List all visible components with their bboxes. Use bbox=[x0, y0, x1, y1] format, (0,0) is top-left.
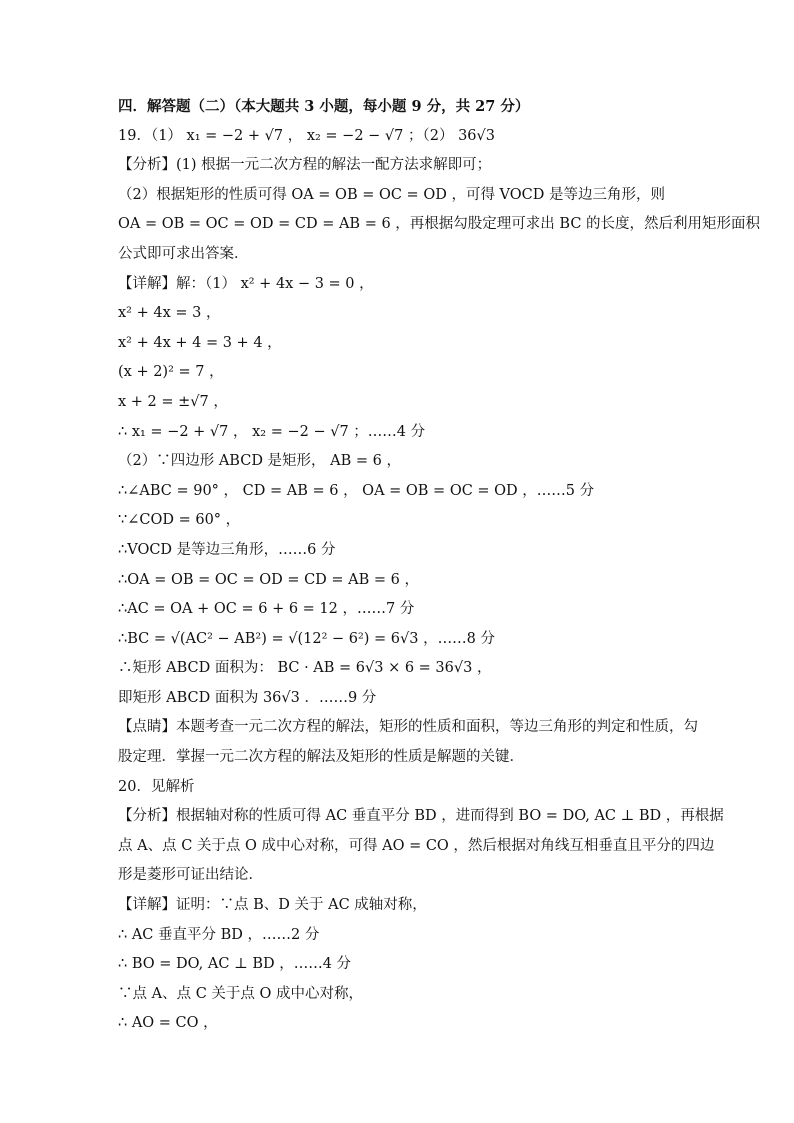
detail-20-step: ∴ BO = DO, AC ⊥ BD ，……4 分 bbox=[118, 956, 352, 973]
detail-19-step: ∵∠COD = 60° ， bbox=[118, 512, 241, 529]
detail-19-step: ∴∠ABC = 90° ， CD = AB = 6 ， OA = OB = OC = OD ，……5 分 bbox=[118, 482, 595, 499]
detail-19-step: ∴BC = √(AC² − AB²) = √(12² − 6²) = 6√3 ，……8 分 bbox=[118, 630, 495, 647]
analysis-19-part2-end: 公式即可求出答案． bbox=[118, 245, 249, 262]
detail-19-step: ∴矩形 ABCD 面积为： BC · AB = 6√3 × 6 = 36√3 ， bbox=[118, 660, 492, 677]
detail-19-step: x² + 4x + 4 = 3 + 4 ， bbox=[118, 334, 282, 351]
comment-19-cont: 股定理．掌握一元二次方程的解法及矩形的性质是解题的关键． bbox=[118, 749, 524, 766]
detail-19-step: 即矩形 ABCD 面积为 36√3 ．……9 分 bbox=[118, 689, 377, 706]
detail-20-step: ∴ AC 垂直平分 BD ，……2 分 bbox=[118, 926, 320, 943]
detail-19-step: ∴ x₁ = −2 + √7 ， x₂ = −2 − √7 ；……4 分 bbox=[118, 423, 426, 440]
detail-19-step: ∴VOCD 是等边三角形，……6 分 bbox=[118, 541, 336, 558]
detail-19-step: ∴OA = OB = OC = OD = CD = AB = 6 ， bbox=[118, 571, 420, 588]
analysis-20-end: 形是菱形可证出结论． bbox=[118, 867, 263, 884]
section-heading: 四．解答题（二）（本大题共 3 小题，每小题 9 分，共 27 分） bbox=[118, 98, 530, 115]
detail-19-step: x + 2 = ±√7 ， bbox=[118, 393, 228, 410]
analysis-20: 【分析】根据轴对称的性质可得 AC 垂直平分 BD ，进而得到 BO = DO, AC ⊥ BD ，再根据 bbox=[118, 808, 724, 825]
analysis-19-part2-cont: OA = OB = OC = OD = CD = AB = 6 ，再根据勾股定理可求出 BC 的长度，然后利用矩形面积 bbox=[118, 216, 761, 233]
analysis-19-part1: 【分析】(1) 根据一元二次方程的解法一配方法求解即可； bbox=[118, 157, 492, 174]
detail-19-step: x² + 4x = 3 ， bbox=[118, 305, 221, 322]
analysis-19-part2: （2）根据矩形的性质可得 OA = OB = OC = OD ，可得 VOCD 是等边三角形，则 bbox=[118, 186, 665, 203]
answer-19: 19．（1） x₁ = −2 + √7 ， x₂ = −2 − √7 ；（2） 36√3 bbox=[118, 127, 495, 144]
solution-document bbox=[118, 92, 761, 1039]
comment-19: 【点睛】本题考查一元二次方程的解法，矩形的性质和面积，等边三角形的判定和性质，勾 bbox=[118, 719, 698, 736]
detail-19-step: ∴AC = OA + OC = 6 + 6 = 12 ，……7 分 bbox=[118, 601, 415, 618]
detail-20-step: 【详解】证明：∵点 B、D 关于 AC 成轴对称， bbox=[118, 897, 427, 914]
analysis-20-cont: 点 A、点 C 关于点 O 成中心对称，可得 AO = CO ，然后根据对角线互相垂直且平分的四边 bbox=[118, 837, 715, 854]
detail-20-step: ∵点 A、点 C 关于点 O 成中心对称， bbox=[118, 985, 363, 1002]
detail-20-step: ∴ AO = CO ， bbox=[118, 1015, 218, 1032]
answer-20: 20．见解析 bbox=[118, 778, 195, 795]
detail-19-step: (x + 2)² = 7 ， bbox=[118, 364, 224, 381]
detail-19-step: （2）∵四边形 ABCD 是矩形， AB = 6 ， bbox=[118, 453, 401, 470]
detail-19-step: 【详解】解：（1） x² + 4x − 3 = 0 ， bbox=[118, 275, 374, 292]
